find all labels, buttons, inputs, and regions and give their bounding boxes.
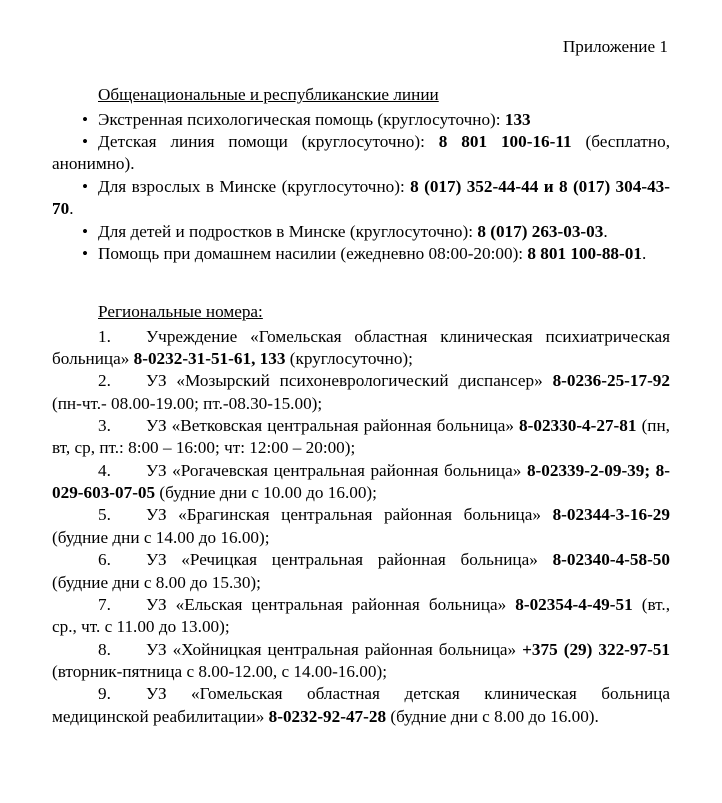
item-number: 6. xyxy=(98,550,111,570)
bullet-list-item xyxy=(52,131,670,176)
numbered-list-item xyxy=(52,415,670,460)
phone-number: +375 (29) 322-97-51 xyxy=(522,639,670,659)
phone-number: 8 (017) 263-03-03 xyxy=(477,221,604,241)
bullet-marker: • xyxy=(82,132,89,152)
item-text: Помощь при домашнем насилии (ежедневно 08:00-20:00): xyxy=(98,243,528,263)
item-number: 5. xyxy=(98,505,111,525)
item-text: УЗ «Рогачевская центральная районная больница» xyxy=(146,460,527,480)
bullet-marker: • xyxy=(82,221,89,241)
item-number: 3. xyxy=(98,416,111,436)
numbered-list-item xyxy=(52,549,670,594)
item-text: УЗ «Речицкая центральная районная больница» xyxy=(146,550,553,570)
phone-number: 8-0232-92-47-28 xyxy=(268,706,387,726)
phone-number: 8-02330-4-27-81 xyxy=(519,416,637,436)
item-number: 1. xyxy=(98,326,111,346)
phone-number: 133 xyxy=(504,109,531,129)
numbered-list-item xyxy=(52,639,670,684)
bullet-marker: • xyxy=(82,176,89,196)
item-number: 4. xyxy=(98,460,111,480)
item-number: 7. xyxy=(98,594,111,614)
phone-number: 8-0236-25-17-92 xyxy=(552,371,670,391)
phone-number: 8 (017) 352-44-44 и 8 (017) 304-43-70 xyxy=(52,176,670,219)
item-text: Детская линия помощи (круглосуточно): xyxy=(98,132,439,152)
phone-number: 8 801 100-88-01 xyxy=(527,243,642,263)
numbered-list-item xyxy=(52,683,670,728)
item-text: Учреждение «Гомельская областная клиническая психиатрическая больница» xyxy=(52,326,670,368)
item-text: Для взрослых в Минске (круглосуточно): xyxy=(98,176,411,196)
phone-number: 8 801 100-16-11 xyxy=(438,132,572,152)
item-text: УЗ «Хойницкая центральная районная больница» xyxy=(146,639,523,659)
item-text: УЗ «Гомельская областная детская клиническая больница медицинской реабилитации» xyxy=(52,684,670,726)
section-heading: Общенациональные и республиканские линии xyxy=(98,85,439,105)
item-number: 2. xyxy=(98,371,111,391)
item-text: (будние дни с 14.00 до 16.00); xyxy=(52,527,270,547)
bullet-list-item xyxy=(52,109,670,131)
item-text: (будние дни с 8.00 до 15.30); xyxy=(52,572,261,592)
item-number: 8. xyxy=(98,639,111,659)
item-text: Для детей и подростков в Минске (круглосуточно): xyxy=(98,221,478,241)
item-text: (пн-чт.- 08.00-19.00; пт.-08.30-15.00); xyxy=(52,393,323,413)
item-text: (вторник-пятница с 8.00-12.00, с 14.00-16.00); xyxy=(52,661,387,681)
item-text: (будние дни с 10.00 до 16.00); xyxy=(155,483,377,503)
bullet-marker: • xyxy=(82,109,89,129)
item-text: (будние дни с 8.00 до 16.00). xyxy=(386,706,599,726)
phone-number: 8-0232-31-51-61, 133 xyxy=(133,348,286,368)
bullet-list-item xyxy=(52,221,670,243)
item-text: . xyxy=(641,243,647,263)
numbered-list-item xyxy=(52,504,670,549)
numbered-list-item xyxy=(52,460,670,505)
item-text: УЗ «Брагинская центральная районная больница» xyxy=(146,505,553,525)
item-text: (бесплатно, анонимно). xyxy=(52,132,670,174)
section-spacer xyxy=(52,265,670,279)
phone-number: 8-02354-4-49-51 xyxy=(515,594,633,614)
bullet-list-item xyxy=(52,243,670,265)
item-text: (пн, вт, ср, пт.: 8:00 – 16:00; чт: 12:00 – 20:00); xyxy=(52,416,670,458)
numbered-list-item xyxy=(52,594,670,639)
section-heading: Региональные номера: xyxy=(98,302,263,322)
phone-number: 8-02340-4-58-50 xyxy=(552,550,670,570)
phone-number: 8-02339-2-09-39; 8-029-603-07-05 xyxy=(52,460,670,503)
numbered-list-item xyxy=(52,370,670,415)
numbered-list-item xyxy=(52,326,670,371)
item-text: УЗ «Мозырский психоневрологический диспансер» xyxy=(146,371,553,391)
item-text: . xyxy=(603,221,608,241)
bullet-list-item xyxy=(52,176,670,221)
item-text: УЗ «Ельская центральная районная больница» xyxy=(146,594,516,614)
item-text: . xyxy=(69,199,74,219)
item-text: (круглосуточно); xyxy=(285,348,413,368)
document-body xyxy=(52,84,670,728)
item-text: УЗ «Ветковская центральная районная больница» xyxy=(146,416,520,436)
bullet-marker: • xyxy=(82,243,89,263)
phone-number: 8-02344-3-16-29 xyxy=(552,505,670,525)
appendix-label: Приложение 1 xyxy=(562,37,668,56)
item-text: Экстренная психологическая помощь (круглосуточно): xyxy=(98,109,505,129)
item-number: 9. xyxy=(98,684,111,704)
item-text: (вт., ср., чт. с 11.00 до 13.00); xyxy=(52,594,670,637)
